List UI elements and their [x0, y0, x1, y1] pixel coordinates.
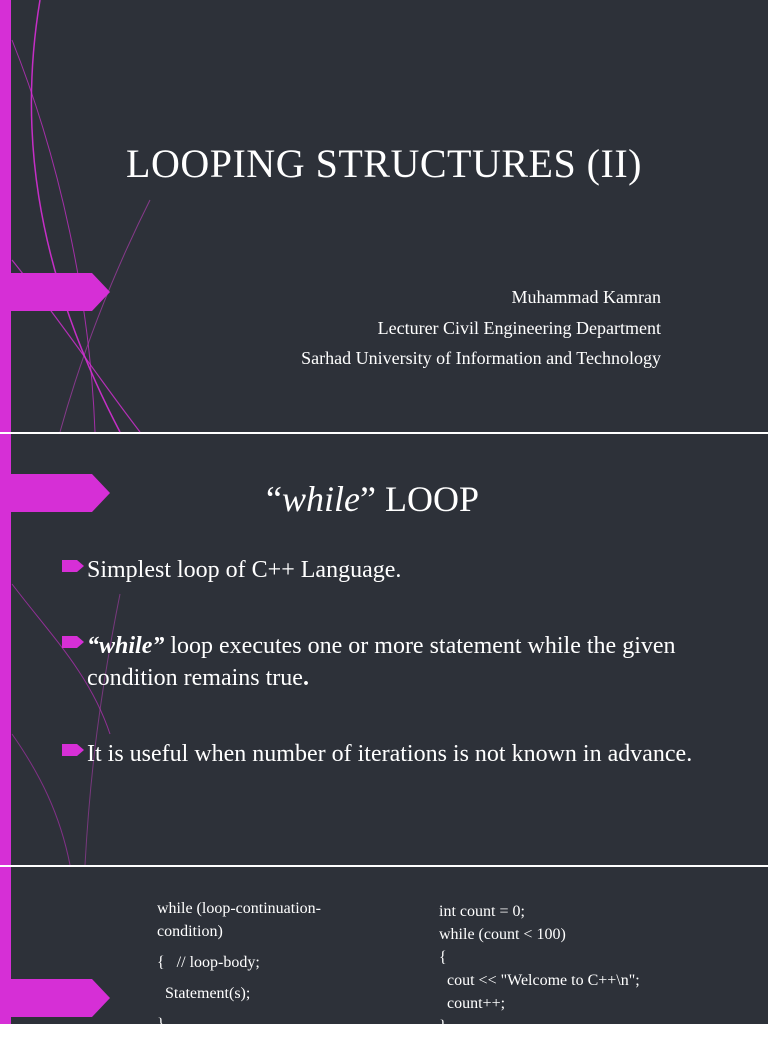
bullet-text: Simplest loop of C++ Language.	[87, 557, 402, 583]
code-line: cout << "Welcome to C++\n";	[439, 972, 640, 989]
code-line: while (loop-continuation-	[157, 900, 321, 917]
accent-tab	[0, 273, 110, 311]
title-quote-close: ”	[359, 479, 376, 519]
arrow-bullet-icon	[62, 560, 84, 572]
title-keyword: while	[281, 479, 360, 519]
accent-bar	[0, 0, 11, 432]
bullet-item	[62, 630, 702, 694]
accent-tab	[0, 979, 110, 1017]
bullet-text: loop executes one or more statement while the given condition remains true	[87, 633, 676, 691]
title-quote-open: “	[266, 479, 282, 519]
decorative-lines	[0, 0, 260, 432]
syntax-code-block	[157, 897, 321, 1036]
code-line: }	[157, 1016, 165, 1033]
code-line: Statement(s);	[157, 985, 251, 1002]
example-code-block	[439, 900, 640, 1038]
code-line: {	[439, 949, 447, 966]
code-line: int count = 0;	[439, 903, 525, 920]
arrow-bullet-icon	[62, 636, 84, 648]
author-name: Muhammad Kamran	[511, 287, 661, 307]
slide-title: LOOPING STRUCTURES (II)	[126, 141, 642, 186]
code-line: while (count < 100)	[439, 926, 566, 943]
arrow-bullet-icon	[62, 744, 84, 756]
bullet-text: It is useful when number of iterations is not known in advance.	[87, 741, 693, 767]
while-loop-slide	[0, 434, 768, 865]
author-position: Lecturer Civil Engineering Department	[377, 317, 661, 338]
bullet-list	[62, 554, 702, 814]
bullet-period: .	[302, 665, 309, 691]
author-info	[301, 282, 661, 374]
title-slide	[0, 0, 768, 432]
code-line: count++;	[439, 995, 506, 1012]
bullet-item	[62, 738, 702, 770]
author-university: Sarhad University of Information and Technology	[301, 348, 661, 368]
title-rest: LOOP	[375, 479, 479, 519]
code-line: condition)	[157, 923, 223, 940]
bullet-item	[62, 554, 702, 586]
slide-title	[0, 478, 745, 520]
code-slide	[0, 867, 768, 1035]
code-line: { // loop-body;	[157, 954, 260, 971]
code-line: }	[439, 1018, 447, 1035]
bullet-keyword: “while”	[87, 633, 165, 659]
